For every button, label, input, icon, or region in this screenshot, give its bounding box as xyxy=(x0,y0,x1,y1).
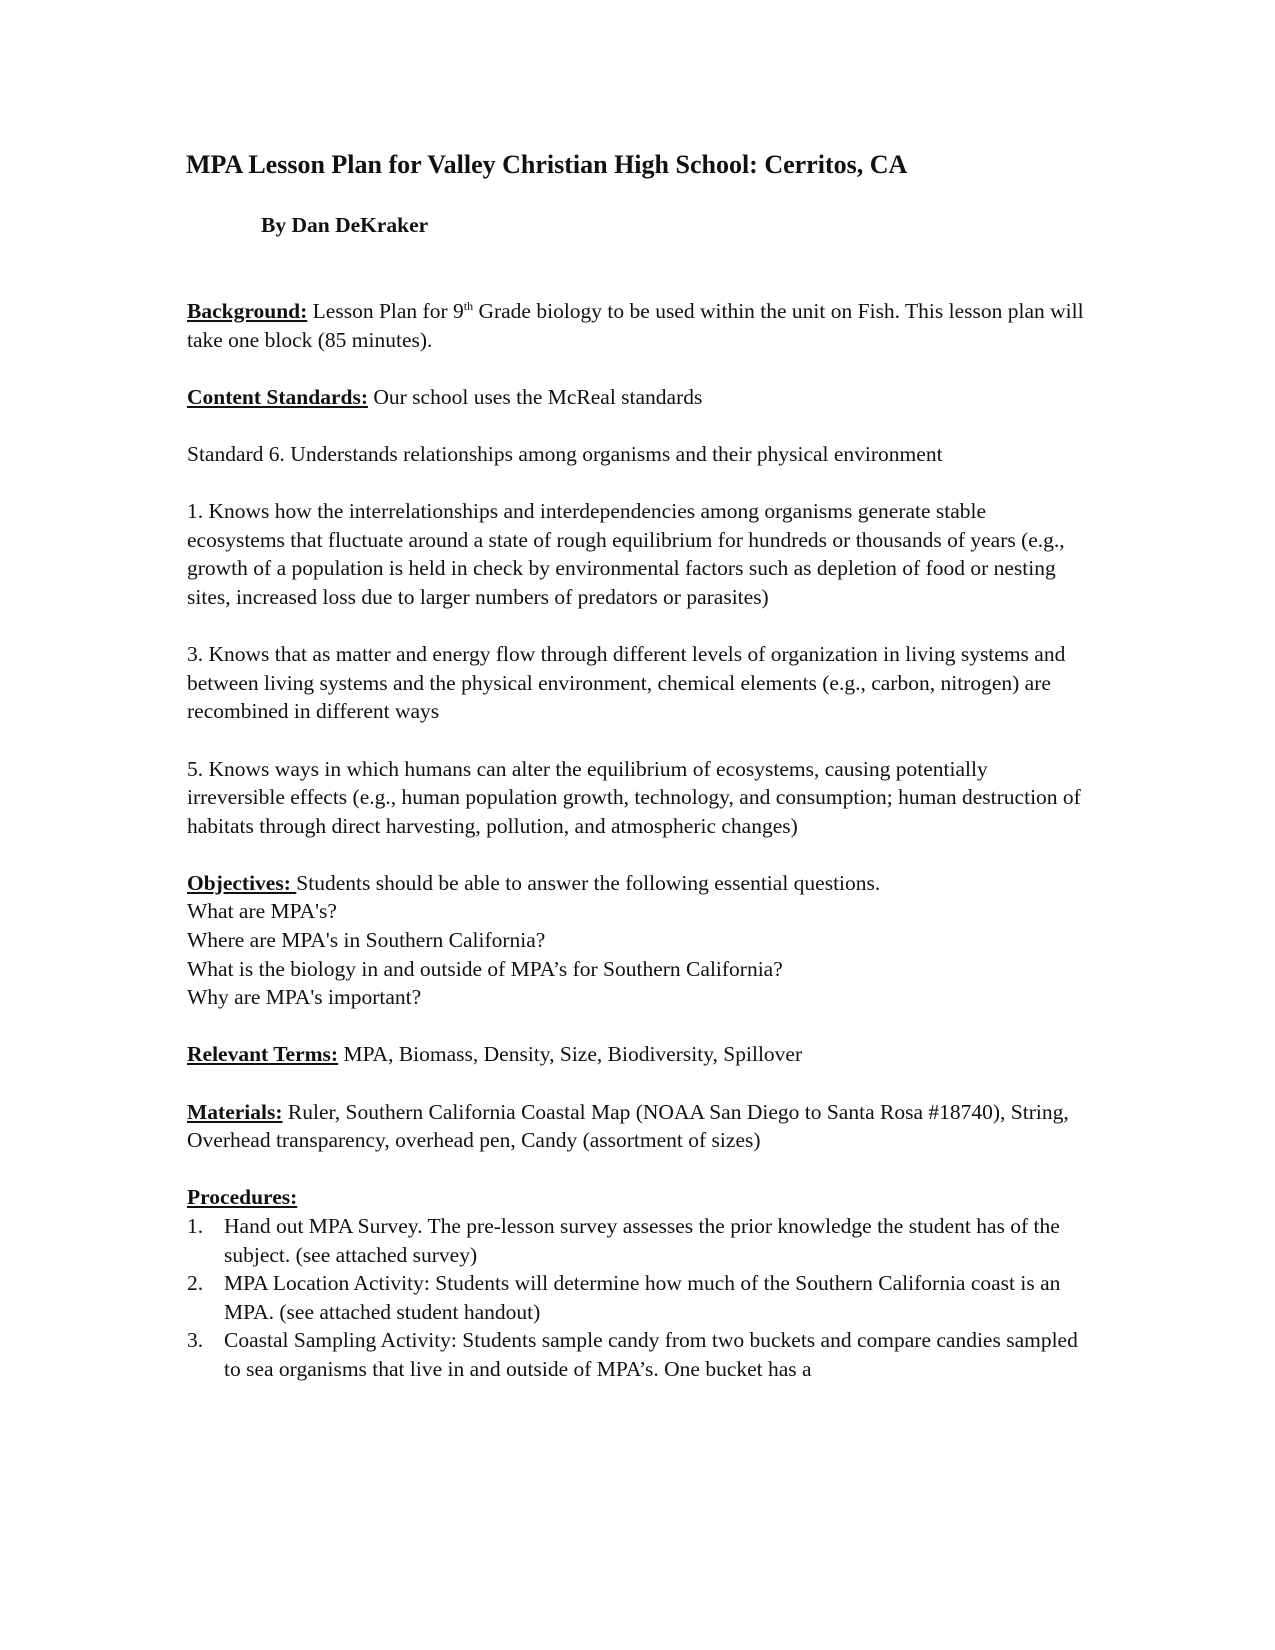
materials-section xyxy=(187,1098,1087,1155)
procedure-step-number: 3. xyxy=(187,1328,204,1353)
objective-question: What is the biology in and outside of MPA’s for Southern California? xyxy=(187,956,783,981)
objective-question: Why are MPA's important? xyxy=(187,985,422,1010)
document-title: MPA Lesson Plan for Valley Christian High School: Cerritos, CA xyxy=(186,150,908,179)
background-label: Background: xyxy=(187,299,308,323)
relevant-terms-label: Relevant Terms: xyxy=(187,1042,339,1067)
author-byline: By Dan DeKraker xyxy=(261,213,429,237)
materials-text: Ruler, Southern California Coastal Map (NOAA San Diego to Santa Rosa #18740), String, Overhead transparency, overhead pen, Candy (assortment of sizes) xyxy=(187,1099,1069,1153)
background-superscript: th xyxy=(463,298,474,313)
relevant-terms-text: MPA, Biomass, Density, Size, Biodiversity, Spillover xyxy=(338,1042,803,1067)
objective-question: Where are MPA's in Southern California? xyxy=(187,928,546,953)
procedure-step-number: 1. xyxy=(187,1214,204,1238)
objectives-intro-line xyxy=(187,869,1087,898)
objective-question: What are MPA's? xyxy=(187,899,337,924)
procedure-step-number: 2. xyxy=(187,1271,204,1296)
materials-label: Materials: xyxy=(187,1099,283,1124)
relevant-terms-section xyxy=(187,1040,1087,1069)
procedures-section xyxy=(187,1183,1087,1383)
procedures-list xyxy=(187,1212,1087,1384)
procedure-step xyxy=(187,1326,1087,1383)
document-body xyxy=(187,297,1087,1384)
procedure-step-text: MPA Location Activity: Students will determine how much of the Southern California coast is an MPA. (see attached student handout) xyxy=(224,1271,1061,1324)
procedure-step-text: Coastal Sampling Activity: Students sample candy from two buckets and compare candies sampled to sea organisms that live in and outside of MPA’s. One bucket has a xyxy=(224,1328,1078,1381)
procedure-step-text: Hand out MPA Survey. The pre-lesson survey assesses the prior knowledge the student has of the subject. (see attached survey) xyxy=(224,1214,1060,1267)
objectives-intro: Students should be able to answer the following essential questions. xyxy=(296,870,881,895)
content-standards-text: Our school uses the McReal standards xyxy=(368,384,703,409)
standard-item-5: 5. Knows ways in which humans can alter the equilibrium of ecosystems, causing potentially irreversible effects (e.g., human population growth, technology, and consumption; human destruction of habitats through direct harvesting, pollution, and atmospheric changes) xyxy=(187,756,1081,838)
standard-item-3: 3. Knows that as matter and energy flow through different levels of organization in living systems and between living systems and the physical environment, chemical elements (e.g., carbon, nitrogen) are recombined in different ways xyxy=(187,642,1066,724)
procedures-label: Procedures: xyxy=(187,1185,298,1210)
standard-6: Standard 6. Understands relationships among organisms and their physical environment xyxy=(187,441,943,466)
standard-item-1: 1. Knows how the interrelationships and interdependencies among organisms generate stable ecosystems that fluctuate around a state of rough equilibrium for hundreds or thousands of years (e.g., growth of a population is held in check by environmental factors such as depletion of food or nesting sites, increased loss due to larger numbers of predators or parasites) xyxy=(187,499,1065,609)
content-standards-section xyxy=(187,383,1087,412)
background-section xyxy=(187,297,1087,354)
background-text-a: Lesson Plan for 9 xyxy=(307,299,464,323)
background-text-b: Grade biology to be used within the unit on Fish. This lesson plan will take one block (85 minutes). xyxy=(187,299,1084,352)
content-standards-label: Content Standards: xyxy=(187,384,368,409)
objectives-section xyxy=(187,869,1087,1012)
objectives-label: Objectives: xyxy=(187,870,297,895)
procedure-step xyxy=(187,1212,1087,1269)
procedure-step xyxy=(187,1269,1087,1326)
